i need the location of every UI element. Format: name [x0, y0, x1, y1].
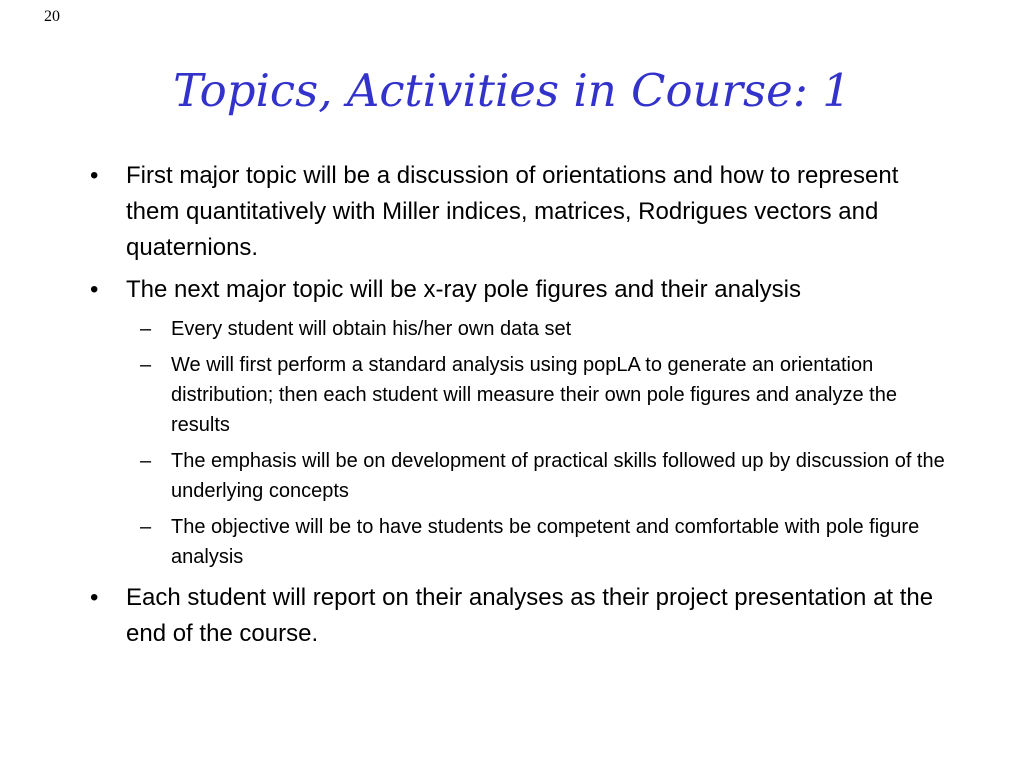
bullet-marker: •	[90, 162, 99, 189]
slide-title: Topics, Activities in Course: 1	[173, 64, 851, 117]
sub-bullet-item	[88, 512, 950, 572]
sub-bullet-item	[88, 446, 950, 506]
sub-bullet-marker: –	[140, 318, 152, 340]
bullet-marker: •	[90, 584, 99, 611]
sub-bullet-marker: –	[140, 450, 152, 472]
bullet-marker: •	[90, 276, 99, 303]
bullet-text: Each student will report on their analyses as their project presentation at the end of the course.	[126, 584, 934, 647]
sub-bullet-item	[88, 350, 950, 440]
slide-number: 20	[44, 8, 60, 25]
bullet-item	[88, 158, 950, 266]
bullet-item	[88, 580, 950, 652]
bullet-text: The next major topic will be x-ray pole figures and their analysis	[126, 276, 801, 303]
sub-bullet-text: The emphasis will be on development of practical skills followed up by discussion of the underlying concepts	[171, 450, 945, 502]
bullet-text: First major topic will be a discussion of orientations and how to represent them quantitatively with Miller indices, matrices, Rodrigues vectors and quaternions.	[126, 162, 899, 261]
sub-bullet-list	[88, 314, 950, 572]
bullet-item	[88, 272, 950, 308]
sub-bullet-text: We will first perform a standard analysis using popLA to generate an orientation distribution; then each student will measure their own pole figures and analyze the results	[171, 354, 897, 436]
sub-bullet-marker: –	[140, 516, 152, 538]
sub-bullet-marker: –	[140, 354, 152, 376]
sub-bullet-item	[88, 314, 950, 344]
bullet-list	[88, 158, 950, 658]
sub-bullet-text: The objective will be to have students be competent and comfortable with pole figure analysis	[171, 516, 920, 568]
sub-bullet-text: Every student will obtain his/her own data set	[171, 318, 572, 340]
